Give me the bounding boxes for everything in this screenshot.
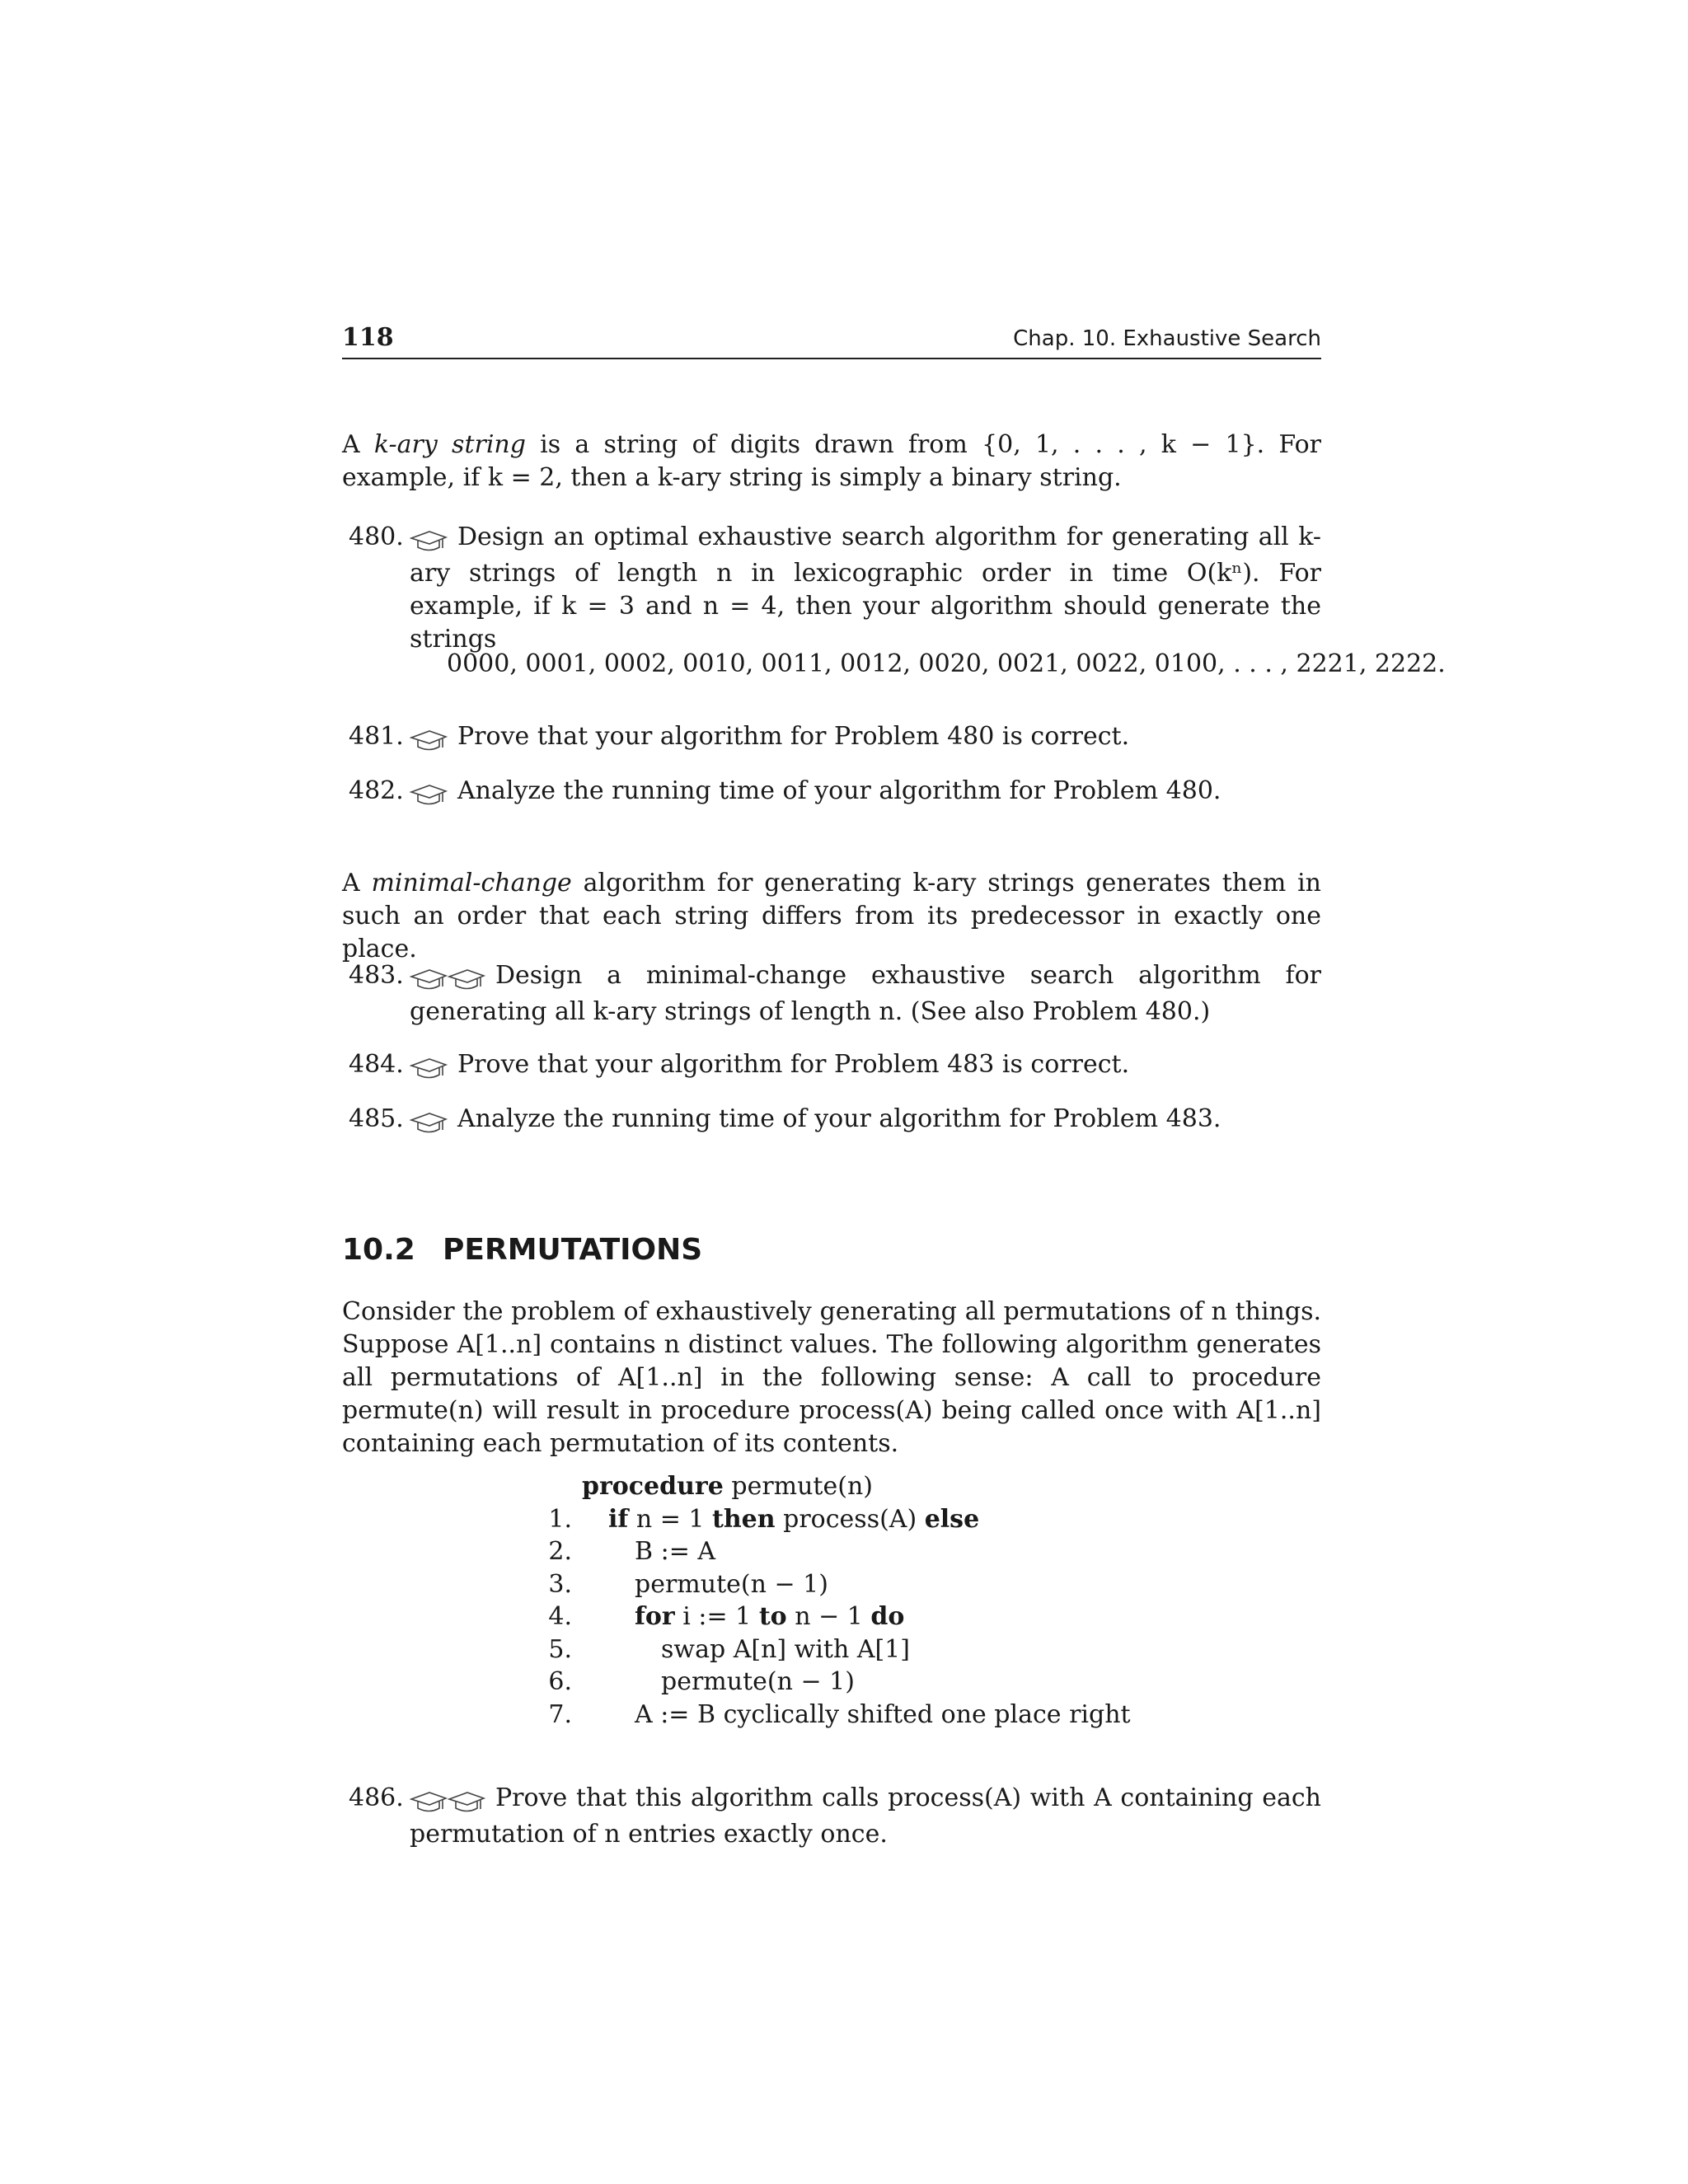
difficulty-rating xyxy=(410,1785,485,1818)
difficulty-rating xyxy=(410,524,448,557)
section-title: PERMUTATIONS xyxy=(443,1233,703,1267)
permutations-paragraph: Consider the problem of exhaustively generating all permutations of n things. Suppose A[1..n] contains n distinct values. The following algorithm generates all permutations of A[1..n] in the following sense: A call to procedure permute(n) will result in procedure process(A) being called once with A[1..n] containing each permutation of its contents. xyxy=(342,1297,1321,1458)
difficulty-rating xyxy=(410,1106,448,1139)
problem-483 xyxy=(342,959,1321,1029)
problem-482 xyxy=(342,775,1321,811)
difficulty-rating xyxy=(410,1052,448,1085)
problem-number: 482. xyxy=(349,776,404,805)
mortarboard-icon xyxy=(410,784,448,807)
minimal-change-term: minimal-change xyxy=(371,869,572,898)
problem-number: 483. xyxy=(349,961,404,990)
problem-text: Analyze the running time of your algorithm for Problem 483. xyxy=(457,1104,1221,1133)
mortarboard-icon xyxy=(410,1112,448,1135)
minimal-change-paragraph: A minimal-change algorithm for generating k-ary strings generates them in such an order that each string differs from its predecessor in exactly one place. xyxy=(342,869,1321,963)
section-heading xyxy=(342,1233,702,1267)
section-number: 10.2 xyxy=(342,1233,415,1267)
problem-number: 484. xyxy=(349,1050,404,1079)
problem-text: Design a minimal-change exhaustive search algorithm for generating all k-ary strings of length n. (See also Problem 480.) xyxy=(410,961,1321,1026)
problem-480 xyxy=(342,521,1321,656)
difficulty-rating xyxy=(410,778,448,811)
mortarboard-icon xyxy=(410,729,448,752)
problem-485 xyxy=(342,1103,1321,1139)
problem-481 xyxy=(342,720,1321,757)
mortarboard-icon xyxy=(448,968,485,991)
mortarboard-icon xyxy=(410,968,448,991)
problem-text: Design an optimal exhaustive search algorithm for generating all k-ary strings of length n in lexicographic order in time O(kⁿ). For example, if k = 3 and n = 4, then your algorithm should generate the strings xyxy=(410,523,1321,654)
kary-definition-paragraph: A k-ary string is a string of digits drawn from {0, 1, . . . , k − 1}. For example, if k = 2, then a k-ary string is simply a binary string. xyxy=(342,430,1321,492)
problem-text: Analyze the running time of your algorithm for Problem 480. xyxy=(457,776,1221,805)
running-head: Chap. 10. Exhaustive Search xyxy=(1013,326,1321,351)
kary-term: k-ary string xyxy=(373,430,526,459)
page-header xyxy=(342,323,1321,359)
problem-484 xyxy=(342,1048,1321,1085)
mortarboard-icon xyxy=(410,1057,448,1080)
problem-number: 480. xyxy=(349,523,404,551)
mortarboard-icon xyxy=(410,530,448,553)
problem-text: Prove that your algorithm for Problem 480 is correct. xyxy=(457,722,1130,751)
problem-text: Prove that your algorithm for Problem 483 is correct. xyxy=(457,1050,1130,1079)
problem-486 xyxy=(342,1782,1321,1851)
mortarboard-icon xyxy=(448,1791,485,1814)
problem-number: 485. xyxy=(349,1104,404,1133)
mortarboard-icon xyxy=(410,1791,448,1814)
page-number: 118 xyxy=(342,323,394,352)
generated-strings-display: 0000, 0001, 0002, 0010, 0011, 0012, 0020, 0021, 0022, 0100, . . . , 2221, 2222. xyxy=(447,649,1446,678)
problem-text: Prove that this algorithm calls process(A) with A containing each permutation of n entries exactly once. xyxy=(410,1783,1321,1849)
book-page: 118 Chap. 10. Exhaustive Search A k-ary string is a string of digits drawn from {0, 1, . . . , k − 1}. For example, if k = 2, then a k-ary string is simply a binary string. 480. Design an optimal exhaustive search algorithm for generating all k-ary strings of length n in lexicographic order in time O(kⁿ). For example, if k = 3 and n = 4, then your algorithm should generate the strings 0000, 0001, 0002, 0010, 0011, 0012, 0020, 0021, 0022, 0100, . . . , 2221, 2222. 481. Prove that your algorithm for Problem 480 is correct. 482. Analyze the running time of your algorithm for Problem 480. A minimal-change algorithm for generating k-ary strings generates them in such an order that each string differs from its predecessor in exactly one place. 483. Design a minimal-change exhaustive search algorithm for generating all k-ary strings of length n. (See also Problem 480.) 484. Prove that your algorithm for Problem 483 is correct. 485. Analyze the running time of your algorithm for Problem 483. 10.2 PERMUTATIONS Consider the problem of exhaustively generating all permutations of n things. Suppose A[1..n] contains n distinct values. The following algorithm generates all permutations of A[1..n] in the following sense: A call to procedure permute(n) will result in procedure process(A) being called once with A[1..n] containing each permutation of its contents. procedure permute(n) 1. if n = 1 then process(A) else 2. B := A 3. permute(n − 1) 4. for i := 1 to n − 1 do 5. swap A[n] with A[1] 6. permute(n − 1) 7. A := B cyclically shifted one place right 486. Prove that this algorithm calls process(A) with A containing each permutation of n entries exactly once. xyxy=(0,0,1688,2184)
difficulty-rating xyxy=(410,963,485,996)
problem-number: 486. xyxy=(349,1783,404,1812)
problem-number: 481. xyxy=(349,722,404,751)
difficulty-rating xyxy=(410,724,448,757)
